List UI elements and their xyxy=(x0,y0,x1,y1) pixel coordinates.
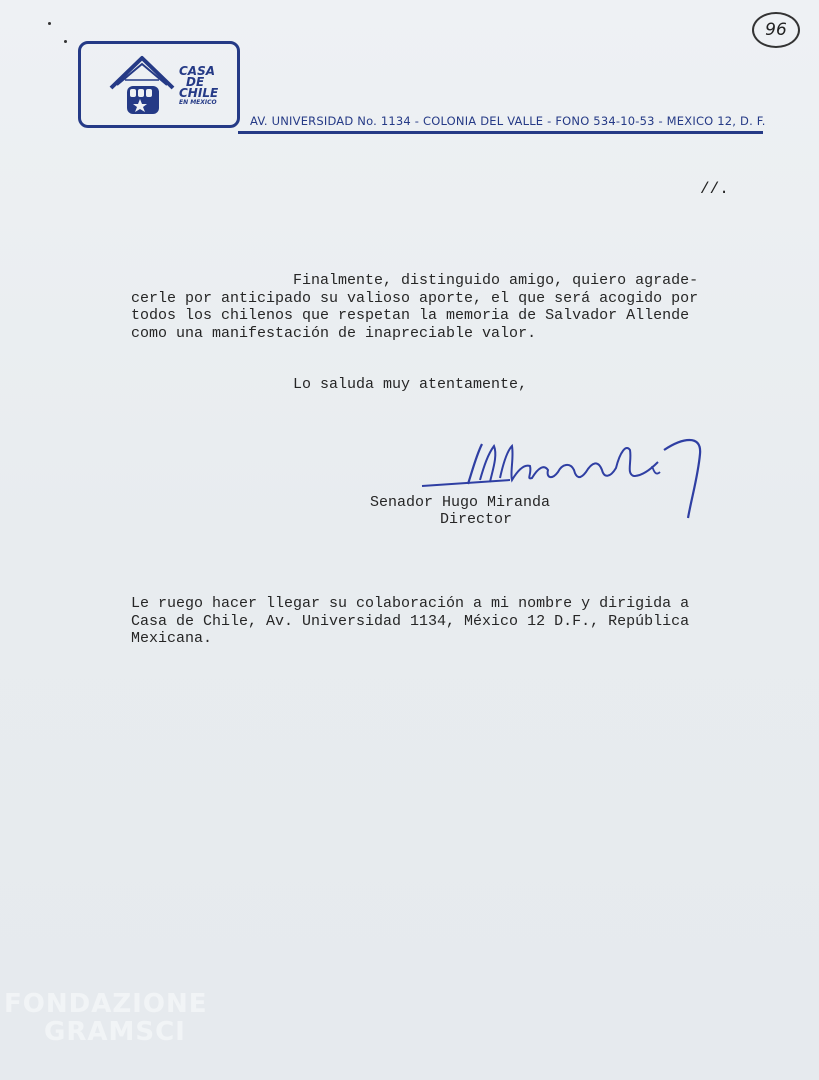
logo-wordmark xyxy=(179,66,218,107)
scan-speck xyxy=(64,40,67,43)
letterhead-rule xyxy=(238,131,763,134)
logo-line-3: CHILE xyxy=(179,86,219,100)
signer-title: Director xyxy=(440,511,513,528)
signer-name: Senador Hugo Miranda xyxy=(370,494,551,511)
watermark-line-1: FONDAZIONE xyxy=(4,989,208,1019)
postscript-paragraph: Le ruego hacer llegar su colaboración a mi nombre y dirigida a Casa de Chile, Av. Universidad 1134, México 12 D.F., República Mexicana. xyxy=(131,595,690,647)
letterhead-logo xyxy=(78,41,240,128)
paragraph-closing-thanks: Finalmente, distinguido amigo, quiero agrade- cerle por anticipado su valioso aporte, el que será acogido por todos los chilenos que respetan la memoria de Salvador Allende como una manifestación de inapreciable valor. xyxy=(131,272,699,342)
continuation-mark: //. xyxy=(700,180,729,198)
logo-line-1: CASA xyxy=(179,64,216,78)
scan-speck xyxy=(48,22,51,25)
house-fist-icon xyxy=(107,52,177,120)
letterhead-address: AV. UNIVERSIDAD No. 1134 - COLONIA DEL VALLE - FONO 534-10-53 - MEXICO 12, D. F. xyxy=(250,114,766,128)
closing-salutation: Lo saluda muy atentamente, xyxy=(131,376,528,393)
archive-watermark xyxy=(4,990,207,1046)
logo-line-2: DE xyxy=(186,75,205,89)
page-number: 96 xyxy=(752,12,800,48)
logo-line-4: EN MEXICO xyxy=(179,99,217,106)
watermark-line-2: GRAMSCI xyxy=(44,1017,186,1047)
